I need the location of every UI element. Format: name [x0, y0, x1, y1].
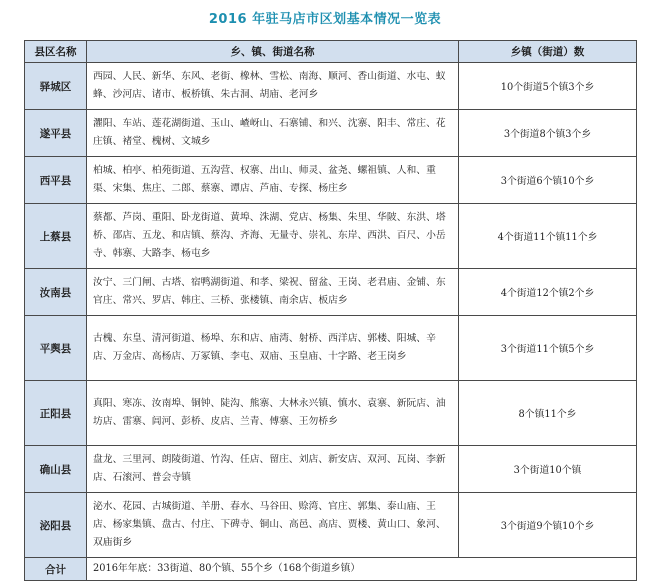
- town-count: 3个街道6个镇10个乡: [459, 157, 637, 204]
- town-list: 真阳、寒冻、汝南埠、铜钟、陡沟、熊寨、大林永兴镇、慎水、袁寨、新阮店、油坊店、雷寨、闾河、彭桥、皮店、兰青、傅寨、王勿桥乡: [87, 381, 459, 446]
- town-count: 10个街道5个镇3个乡: [459, 63, 637, 110]
- header-county: 县区名称: [25, 41, 87, 63]
- table-row: [25, 110, 637, 157]
- town-list: 蔡都、芦岗、重阳、卧龙街道、黄埠、洙湖、党店、杨集、朱里、华陂、东洪、塔桥、邵店、五龙、和店镇、蔡沟、齐海、无量寺、崇礼、东岸、西洪、百尺、小岳寺、韩寨、大路李、杨屯乡: [87, 204, 459, 269]
- table-row: [25, 381, 637, 446]
- total-text: 2016年年底：33街道、80个镇、55个乡（168个街道乡镇）: [87, 558, 637, 581]
- county-name: 驿城区: [25, 63, 87, 110]
- total-label: 合计: [25, 558, 87, 581]
- table-row: [25, 269, 637, 316]
- county-name: 泌阳县: [25, 493, 87, 558]
- town-list: 西园、人民、新华、东风、老街、橡林、雪松、南海、顺河、香山街道、水屯、蚁蜂、沙河店、诸市、板桥镇、朱古洞、胡庙、老河乡: [87, 63, 459, 110]
- town-list: 灈阳、车站、莲花湖街道、玉山、嵖岈山、石寨铺、和兴、沈寨、阳丰、常庄、花庄镇、褚堂、槐树、文城乡: [87, 110, 459, 157]
- town-count: 3个街道9个镇10个乡: [459, 493, 637, 558]
- table-row: [25, 204, 637, 269]
- county-name: 平舆县: [25, 316, 87, 381]
- town-count: 4个街道11个镇11个乡: [459, 204, 637, 269]
- town-count: 4个街道12个镇2个乡: [459, 269, 637, 316]
- town-count: 3个街道10个镇: [459, 446, 637, 493]
- table-header-row: [25, 41, 637, 63]
- table-row: [25, 446, 637, 493]
- total-row: [25, 558, 637, 581]
- county-name: 汝南县: [25, 269, 87, 316]
- header-towns: 乡、镇、街道名称: [87, 41, 459, 63]
- town-count: 8个镇11个乡: [459, 381, 637, 446]
- county-name: 确山县: [25, 446, 87, 493]
- county-name: 上蔡县: [25, 204, 87, 269]
- town-list: 柏城、柏亭、柏苑街道、五沟营、权寨、出山、师灵、盆尧、螺祖镇、人和、重渠、宋集、焦庄、二郎、蔡寨、谭店、芦庙、专探、杨庄乡: [87, 157, 459, 204]
- town-list: 古槐、东皇、清河街道、杨埠、东和店、庙湾、射桥、西洋店、郭楼、阳城、辛店、万金店、高杨店、万冢镇、李屯、双庙、玉皇庙、十字路、老王岗乡: [87, 316, 459, 381]
- town-count: 3个街道8个镇3个乡: [459, 110, 637, 157]
- table-row: [25, 493, 637, 558]
- table-row: [25, 316, 637, 381]
- town-list: 汝宁、三门闸、古塔、宿鸭湖街道、和孝、梁祝、留盆、王岗、老君庙、金铺、东官庄、常兴、罗店、韩庄、三桥、张楼镇、南余店、板店乡: [87, 269, 459, 316]
- page-title: 2016 年驻马店市区划基本情况一览表: [208, 12, 442, 27]
- town-list: 盘龙、三里河、朗陵街道、竹沟、任店、留庄、刘店、新安店、双河、瓦岗、李新店、石滚河、普会寺镇: [87, 446, 459, 493]
- table-row: [25, 157, 637, 204]
- county-name: 西平县: [25, 157, 87, 204]
- town-list: 泌水、花园、古城街道、羊册、春水、马谷田、赊湾、官庄、郭集、泰山庙、王店、杨家集镇、盘古、付庄、下碑寺、铜山、高邑、高店、贾楼、黄山口、象河、双庙街乡: [87, 493, 459, 558]
- town-count: 3个街道11个镇5个乡: [459, 316, 637, 381]
- header-count: 乡镇（街道）数: [459, 41, 637, 63]
- table-row: [25, 63, 637, 110]
- county-name: 正阳县: [25, 381, 87, 446]
- region-table: [24, 40, 637, 581]
- county-name: 遂平县: [25, 110, 87, 157]
